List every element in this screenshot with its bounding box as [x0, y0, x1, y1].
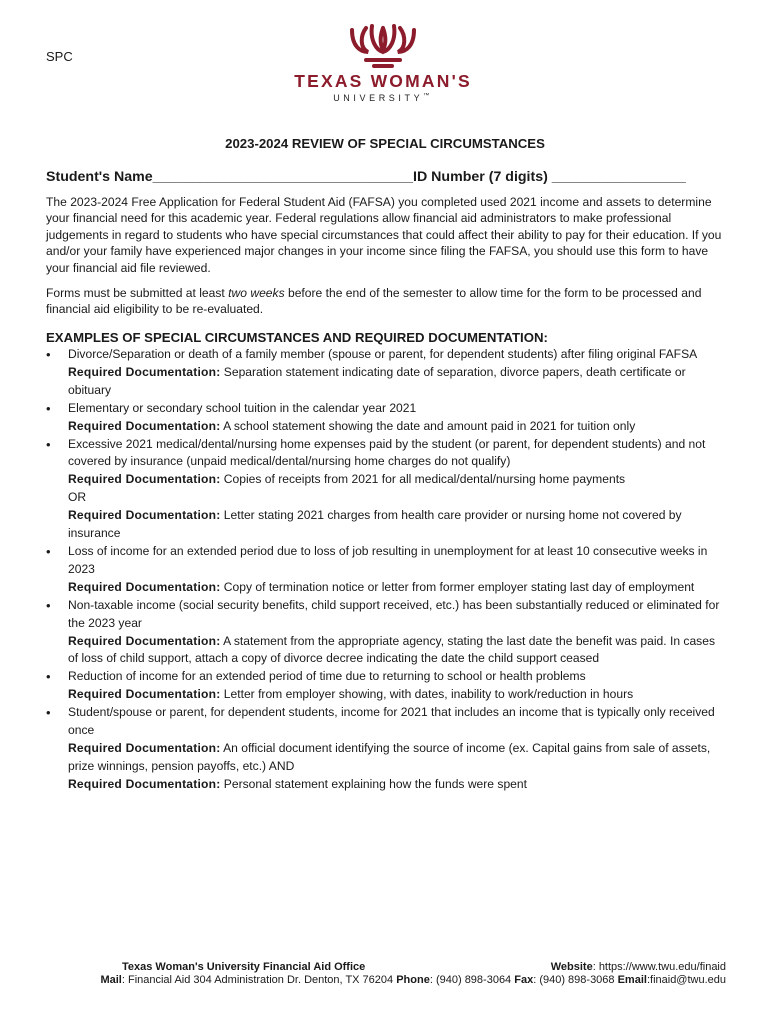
- id-number-label: ID Number (7 digits): [413, 169, 548, 185]
- footer-contact-line: Mail: Financial Aid 304 Administration Dr. Denton, TX 76204 Phone: (940) 898-3064 Fax: (940) 898-3068 Email:finaid@twu.edu: [100, 974, 726, 986]
- required-documentation: Required Documentation: Copies of receipts from 2021 for all medical/dental/nursing home payments: [68, 472, 626, 487]
- circumstance-text: Reduction of income for an extended period of time due to returning to school or health problems: [68, 669, 586, 684]
- footer-website[interactable]: Website: https://www.twu.edu/finaid: [550, 961, 726, 973]
- logo-university-subtitle: UNIVERSITY™: [333, 93, 433, 103]
- list-item: [46, 400, 728, 436]
- circumstance-text: Elementary or secondary school tuition in the calendar year 2021: [68, 400, 417, 415]
- student-name-label: Student's Name: [46, 169, 153, 185]
- deadline-emphasis: two weeks: [228, 286, 285, 300]
- footer-email[interactable]: :finaid@twu.edu: [646, 974, 726, 986]
- list-item: [46, 668, 728, 704]
- or-separator: OR: [68, 490, 87, 505]
- circumstance-text: Non-taxable income (social security benefits, child support received, etc.) has been substantially reduced or eliminated for the 2023 year: [68, 597, 720, 630]
- list-item: [46, 704, 728, 794]
- circumstances-list: [46, 346, 728, 794]
- university-logo: [283, 22, 483, 103]
- footer-phone: : (940) 898-3064: [429, 974, 515, 986]
- form-title: 2023-2024 REVIEW OF SPECIAL CIRCUMSTANCES: [225, 136, 545, 151]
- circumstance-text: Loss of income for an extended period due to loss of job resulting in unemployment for at least 10 consecutive weeks in 2023: [68, 543, 708, 576]
- list-item: [46, 346, 728, 400]
- required-documentation: Required Documentation: Letter from employer showing, with dates, inability to work/reduction in hours: [68, 687, 634, 702]
- intro-paragraph: The 2023-2024 Free Application for Federal Student Aid (FAFSA) you completed used 2021 income and assets to determine your financial need for this academic year. Federal regulations allow financial aid administrators to make professional judgements in regard to students who have special circumstances that could affect their ability to pay for their education. If you and/or your family have experienced major changes in your income since filing the FAFSA, you should use this form to have your financial aid file reviewed.: [46, 195, 722, 275]
- spc-label: SPC: [46, 49, 73, 64]
- required-documentation: Required Documentation: Copy of termination notice or letter from former employer stating last day of employment: [68, 579, 695, 594]
- deadline-paragraph: Forms must be submitted at least two weeks before the end of the semester to allow time for the form to be processed and financial aid eligibility to be re-evaluated.: [46, 286, 702, 317]
- required-documentation: Required Documentation: An official document identifying the source of income (ex. Capital gains from sale of assets, prize winnings, pension payoffs, etc.) AND: [68, 740, 711, 773]
- list-item: [46, 543, 728, 597]
- list-item: [46, 436, 728, 543]
- circumstance-text: Divorce/Separation or death of a family member (spouse or parent, for dependent students) after filing original FAFSA: [68, 347, 698, 361]
- student-info-line: [46, 169, 686, 185]
- circumstance-text: Excessive 2021 medical/dental/nursing home expenses paid by the student (or parent, for dependent students) and not covered by insurance (unpaid medical/dental/nursing home charges do not qualify): [68, 436, 706, 469]
- id-number-field[interactable]: _________________: [551, 169, 686, 185]
- list-item: [46, 597, 728, 669]
- required-documentation-alt: Required Documentation: Personal statement explaining how the funds were spent: [68, 776, 527, 791]
- logo-university-name: TEXAS WOMAN'S: [294, 71, 472, 91]
- required-documentation: Required Documentation: Separation statement indicating date of separation, divorce papers, death certificate or obituary: [68, 364, 686, 397]
- circumstance-text: Student/spouse or parent, for dependent students, income for 2021 that includes an income that is typically only received once: [68, 705, 715, 738]
- required-documentation-alt: Required Documentation: Letter stating 2021 charges from health care provider or nursing home not covered by insurance: [68, 508, 682, 541]
- twu-emblem-icon: [346, 22, 420, 68]
- required-documentation: Required Documentation: A statement from the appropriate agency, stating the last date the benefit was paid. In cases of loss of child support, attach a copy of divorce decree indicating the date the child support ceased: [68, 633, 715, 666]
- required-documentation: Required Documentation: A school statement showing the date and amount paid in 2021 for tuition only: [68, 418, 636, 433]
- student-name-field[interactable]: _________________________________: [152, 169, 414, 185]
- footer-office-name: Texas Woman's University Financial Aid Office: [122, 961, 366, 973]
- footer-mail: : Financial Aid 304 Administration Dr. Denton, TX 76204: [121, 974, 397, 986]
- examples-heading: EXAMPLES OF SPECIAL CIRCUMSTANCES AND REQUIRED DOCUMENTATION:: [46, 330, 548, 345]
- footer-fax: : (940) 898-3068: [533, 974, 618, 986]
